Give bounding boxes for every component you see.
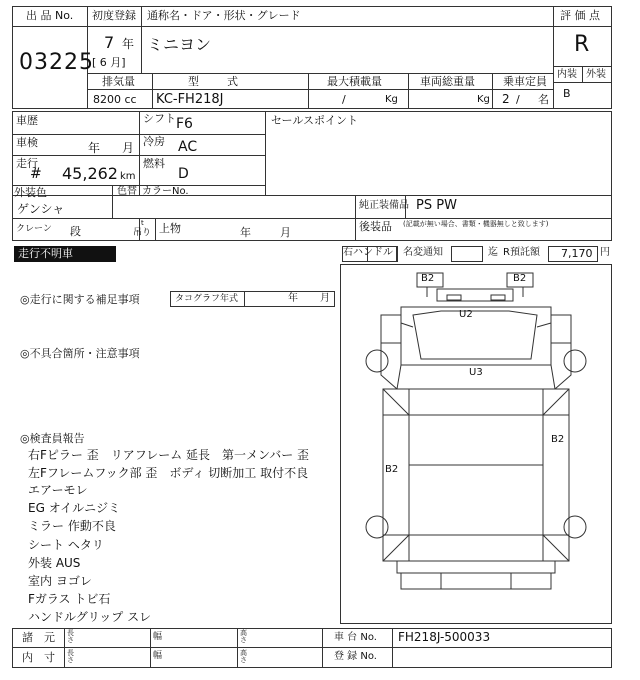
divider: [492, 73, 493, 109]
inspection-month: 月: [122, 141, 135, 155]
mileage-unit: km: [120, 171, 136, 182]
report-line: 右Fピラー 歪 リアフレーム 延長 第一メンバー 歪: [28, 448, 310, 462]
upper-body-label: 上物: [159, 222, 181, 235]
interior-grade: B: [563, 87, 571, 100]
capacity-value: 2: [502, 92, 510, 106]
report-line: EG オイルニジミ: [28, 501, 121, 515]
report-line: 外装 AUS: [28, 556, 81, 570]
inspection-year: 年: [88, 141, 101, 155]
divider: [553, 26, 612, 27]
name-change-label: 名変通知: [403, 247, 443, 258]
aftermarket-label: 後装品: [359, 220, 392, 233]
lot-number: 03225: [19, 50, 94, 75]
damage-label-cab: U2: [459, 309, 473, 320]
inner-height-label: 高さ: [240, 649, 247, 664]
chassis-value: FH218J-500033: [398, 630, 491, 644]
mileage-unknown-banner: 走行不明車: [14, 246, 116, 262]
divider: [155, 218, 156, 241]
gross-weight-unit: Kg: [477, 94, 490, 105]
std-equipment-value: PS PW: [416, 198, 457, 213]
max-load-label: 最大積載量: [327, 75, 382, 88]
crane-ton: t: [141, 219, 144, 227]
inner-dims-label: 内 寸: [22, 651, 55, 664]
inspector-label: ◎検査員報告: [20, 432, 85, 445]
truck-outline: [341, 265, 611, 623]
displacement-label: 排気量: [102, 75, 135, 88]
right-hand-frame: [342, 246, 398, 262]
exterior-label: 外装: [586, 69, 606, 80]
report-line: シート ヘタリ: [28, 538, 104, 552]
sales-point-label: セールスポイント: [271, 114, 359, 127]
divider: [141, 26, 142, 73]
gross-weight-label: 車両総重量: [420, 75, 475, 88]
damage-diagram: [340, 264, 612, 624]
shift-value: F6: [176, 116, 193, 132]
divider: [12, 195, 612, 196]
divider: [322, 628, 323, 668]
r-tax-unit: 円: [600, 247, 610, 258]
max-load-unit: Kg: [385, 94, 398, 105]
crane-label: クレーン: [16, 224, 52, 234]
max-load-value: /: [342, 93, 346, 106]
divider: [64, 628, 65, 668]
exterior-color-label: 外装色: [14, 186, 47, 199]
divider: [12, 26, 87, 27]
exterior-color-value: ゲンシャ: [17, 202, 65, 216]
divider: [141, 6, 142, 26]
divider: [152, 73, 153, 109]
divider: [12, 155, 265, 156]
name-change-box: [451, 246, 483, 262]
divider: [12, 218, 612, 219]
report-line: ハンドルグリップ スレ: [28, 610, 152, 624]
report-line: Fガラス トビ石: [28, 592, 111, 606]
width-label: 幅: [153, 632, 163, 642]
deadline-label: 迄: [488, 247, 498, 258]
inner-length-label: 長さ: [67, 649, 74, 664]
reg-year-unit: 年: [122, 37, 135, 51]
mileage-prefix: #: [30, 166, 42, 182]
inspection-label: 車検: [16, 136, 38, 149]
lot-no-label: 出 品 No.: [26, 9, 74, 22]
divider: [87, 26, 553, 27]
divider: [553, 82, 612, 83]
divider: [87, 73, 553, 74]
first-reg-label: 初度登録: [92, 9, 136, 22]
displacement-value: 8200 cc: [93, 93, 137, 106]
divider: [87, 89, 553, 90]
report-line: ミラー 作動不良: [28, 519, 116, 533]
model-name-label: 通称名・ドア・形状・グレード: [147, 9, 301, 22]
damage-label-front: U3: [469, 367, 483, 378]
ac-value: AC: [178, 139, 198, 155]
eval-grade: R: [574, 32, 590, 57]
model-label: 型 式: [188, 75, 240, 88]
divider: [392, 628, 393, 668]
color-change-label: 色替: [117, 186, 137, 197]
divider: [112, 185, 113, 218]
divider: [408, 73, 409, 109]
inner-width-label: 幅: [153, 651, 163, 661]
damage-label-right-body: B2: [551, 434, 565, 445]
capacity-unit: 名: [538, 93, 549, 106]
height-label: 高さ: [240, 629, 247, 644]
report-line: 左Fフレームフック部 歪 ボディ 切断加工 取付不良: [28, 466, 309, 480]
model-code: KC-FH218J: [156, 92, 224, 107]
report-line: 室内 ヨゴレ: [28, 574, 92, 588]
interior-label: 内装: [557, 69, 577, 80]
reg-month: [ 6 月]: [92, 56, 126, 69]
divider: [237, 628, 238, 668]
dims-label: 諸 元: [22, 631, 55, 644]
divider: [308, 73, 309, 109]
mileage-note-label: ◎走行に関する補足事項: [20, 293, 140, 306]
right-hand-label: 右ハンドル: [343, 247, 393, 258]
crane-lift: 吊り: [133, 228, 152, 238]
registration-label: 登 録 No.: [334, 651, 377, 662]
fuel-label: 燃料: [143, 157, 165, 170]
report-line: エアーモレ: [28, 483, 88, 497]
std-equipment-label: 純正装備品: [359, 200, 409, 211]
mileage-label: 走行: [16, 157, 38, 170]
chassis-label: 車 台 No.: [334, 632, 377, 643]
upper-body-year: 年: [240, 226, 251, 239]
reg-year: 7: [104, 33, 115, 52]
history-label: 車歴: [16, 114, 38, 127]
footer-section: [12, 628, 612, 668]
shift-label: シフト: [143, 112, 176, 125]
fuel-value: D: [178, 166, 189, 182]
length-label: 長さ: [67, 629, 74, 644]
tachograph-month: 月: [320, 293, 330, 304]
model-name: ミニヨン: [147, 35, 212, 54]
divider: [12, 185, 265, 186]
divider: [139, 111, 140, 195]
color-code-label: カラーNo.: [142, 186, 189, 197]
divider: [150, 628, 151, 668]
upper-body-month: 月: [280, 226, 291, 239]
tachograph-year: 年: [288, 293, 298, 304]
eval-label: 評 価 点: [560, 9, 600, 22]
divider: [12, 647, 612, 648]
capacity-label: 乗車定員: [503, 75, 547, 88]
divider: [355, 195, 356, 241]
ac-label: 冷房: [143, 135, 165, 148]
damage-label-left-body: B2: [385, 464, 399, 475]
aftermarket-note: (記載が無い場合、書類・機器無しと致します): [403, 220, 549, 228]
divider: [244, 291, 245, 307]
damage-label-right-mirror: B2: [513, 273, 527, 284]
divider: [265, 111, 266, 195]
capacity-sep: /: [516, 93, 520, 106]
r-tax-value: 7,170: [561, 247, 593, 260]
tachograph-label: タコグラフ年式: [175, 294, 239, 304]
divider: [553, 6, 554, 109]
divider: [582, 66, 583, 82]
divider: [12, 134, 265, 135]
defects-label: ◎不具合箇所・注意事項: [20, 347, 140, 360]
crane-stage: 段: [70, 225, 81, 238]
mileage-value: 45,262: [62, 164, 118, 183]
damage-label-left-mirror: B2: [421, 273, 435, 284]
r-tax-label: R預託額: [503, 247, 540, 258]
